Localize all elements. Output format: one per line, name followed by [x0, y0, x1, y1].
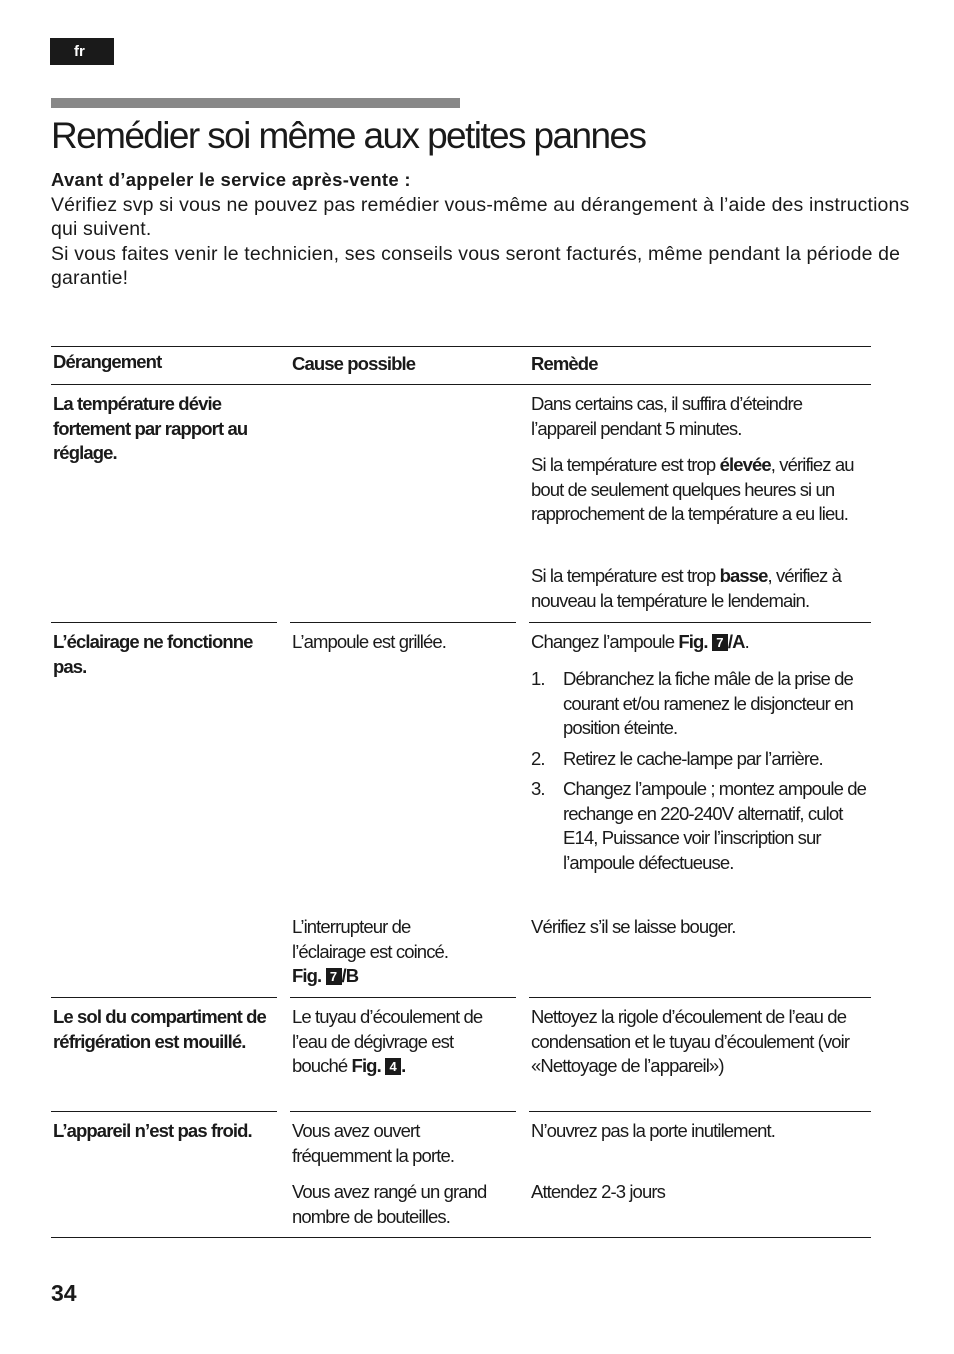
row3-cause: Le tuyau d’écoulement de l’eau de dégivrage est bouché Fig. 4 . — [292, 1006, 483, 1076]
header-rule — [51, 384, 871, 385]
header-cause: Cause possible — [292, 353, 416, 374]
row2-fault: L’éclairage ne fonctionne pas. — [53, 631, 253, 677]
table-top-rule — [51, 346, 871, 347]
row4-fault: L’appareil n’est pas froid. — [53, 1120, 252, 1141]
row1-rule-b — [290, 622, 516, 623]
figure-4-badge: 4 — [385, 1058, 401, 1075]
intro-paragraph-1: Vérifiez svp si vous ne pouvez pas remédier vous-même au dérangement à l’aide des instructions qui suivent. — [51, 193, 910, 240]
list-item: 2. Retirez le cache-lampe par l’arrière. — [531, 747, 823, 769]
row3-rule-a — [51, 1111, 277, 1112]
language-tab: fr — [50, 38, 114, 65]
replacement-steps — [531, 667, 871, 881]
row2-remedy-2: Vérifiez s’il se laisse bouger. — [531, 916, 736, 937]
figure-7-badge: 7 — [712, 634, 728, 651]
row2-cause-2: L’interrupteur de l’éclairage est coincé. Fig. 7 /B — [292, 916, 449, 986]
section-rule — [51, 98, 460, 108]
figure-7-badge: 7 — [326, 968, 342, 985]
list-item: 1. Débranchez la fiche mâle de la prise de courant et/ou ramenez le disjoncteur en position éteinte. — [531, 668, 853, 738]
row4-cause-1: Vous avez ouvert fréquemment la porte. — [292, 1120, 455, 1166]
row4-cause-2: Vous avez rangé un grand nombre de bouteilles. — [292, 1181, 487, 1227]
page-title: Remédier soi même aux petites pannes — [51, 115, 646, 156]
row2-rule-c — [529, 997, 871, 998]
list-item: 3. Changez l’ampoule ; montez ampoule de rechange en 220-240V alternatif, culot E14, Puissance voir l’inscription sur l’ampoule défectueuse. — [531, 778, 866, 873]
row3-remedy: Nettoyez la rigole d’écoulement de l’eau de condensation et le tuyau d’écoulement (voir «Nettoyage de l’appareil») — [531, 1006, 850, 1076]
row2-rule-a — [51, 997, 277, 998]
intro-paragraph-2: Si vous faites venir le technicien, ses conseils vous seront facturés, même pendant la période de garantie! — [51, 242, 901, 289]
row3-rule-c — [529, 1111, 871, 1112]
table-bottom-rule — [51, 1237, 871, 1238]
row1-remedy-3: Si la température est trop basse, vérifiez à nouveau la température le lendemain. — [531, 565, 842, 611]
row1-rule-c — [529, 622, 871, 623]
row3-rule-b — [290, 1111, 516, 1112]
row1-fault: La température dévie fortement par rapport au réglage. — [53, 393, 248, 463]
row3-fault: Le sol du compartiment de réfrigération est mouillé. — [53, 1006, 266, 1052]
header-remedy: Remède — [531, 353, 598, 374]
row2-rule-b — [290, 997, 516, 998]
header-fault: Dérangement — [53, 351, 162, 372]
row2-remedy-1: Changez l’ampoule Fig. 7 /A. — [531, 631, 749, 652]
row2-cause-1: L’ampoule est grillée. — [292, 631, 446, 652]
row1-remedy-2: Si la température est trop élevée, vérifiez au bout de seulement quelques heures si un rapprochement de la température a eu lieu. — [531, 454, 854, 524]
intro-lead: Avant d’appeler le service après-vente : — [51, 169, 411, 190]
row4-remedy-2: Attendez 2-3 jours — [531, 1181, 665, 1202]
row1-remedy-1: Dans certains cas, il suffira d’éteindre l’appareil pendant 5 minutes. — [531, 393, 803, 439]
row4-remedy-1: N’ouvrez pas la porte inutilement. — [531, 1120, 775, 1141]
page-number: 34 — [51, 1280, 77, 1306]
row1-rule-a — [51, 622, 277, 623]
intro — [51, 168, 911, 291]
